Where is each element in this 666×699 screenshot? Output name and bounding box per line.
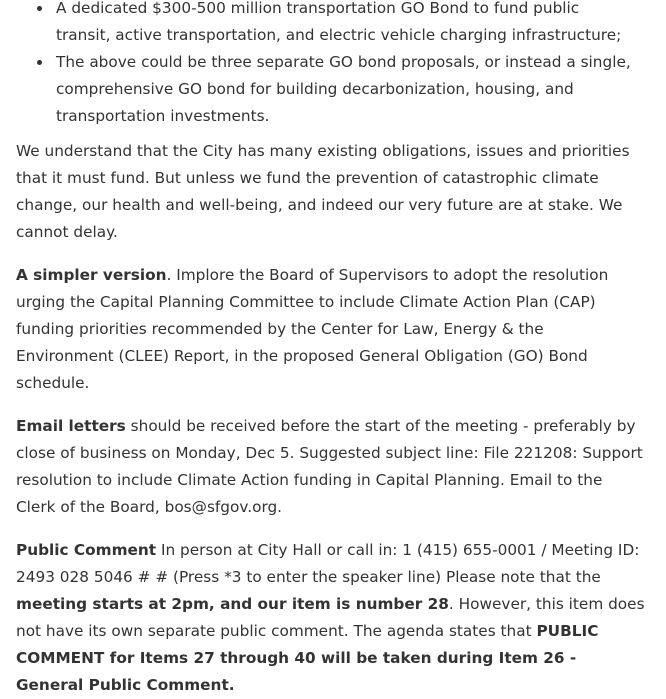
simpler-version-paragraph [16, 262, 646, 397]
public-comment-paragraph [16, 537, 646, 699]
public-comment-heading: Public Comment [16, 541, 157, 559]
bullet-icon [37, 6, 42, 11]
public-comment-text-2: . However, this item does not have its own separate public comment. The agenda states that [16, 595, 645, 640]
email-letters-text: should be received before the start of the meeting - preferably by close of business on Monday, Dec 5. Suggested subject line: File 221208: Support resolution to include Climate Action funding in Capital Planning. Email to the Clerk of the Board, bos@sfgov.org. [16, 417, 643, 516]
email-letters-paragraph [16, 413, 646, 521]
bond-list [16, 0, 666, 130]
obligations-paragraph: We understand that the City has many existing obligations, issues and priorities that it must fund. But unless we fund the prevention of catastrophic climate change, our health and well-being, and indeed our very future are at stake. We cannot delay. [16, 142, 630, 241]
bullet-icon [37, 60, 42, 65]
list-item-text: A dedicated $300-500 million transportation GO Bond to fund public transit, active transportation, and electric vehicle charging infrastructure; [56, 0, 622, 44]
meeting-time-note: meeting starts at 2pm, and our item is number 28 [16, 595, 449, 613]
public-comment-text: In person at City Hall or call in: 1 (415) 655-0001 / Meeting ID: 2493 028 5046 # # (Press *3 to enter the speaker line) Please note that the [16, 541, 640, 586]
simpler-version-text: . Implore the Board of Supervisors to adopt the resolution urging the Capital Planning Committee to include Climate Action Plan (CAP) funding priorities recommended by the Center for Law, Energy & the Environment (CLEE) Report, in the proposed General Obligation (GO) Bond schedule. [16, 266, 609, 392]
agenda-note: PUBLIC COMMENT for Items 27 through 40 will be taken during Item 26 - General Public Comment. [16, 622, 599, 694]
list-item [16, 49, 636, 130]
simpler-version-heading: A simpler version [16, 266, 167, 284]
email-letters-heading: Email letters [16, 417, 126, 435]
list-item-text: The above could be three separate GO bond proposals, or instead a single, comprehensive GO bond for building decarbonization, housing, and transportation investments. [56, 53, 631, 125]
list-item [16, 0, 636, 49]
